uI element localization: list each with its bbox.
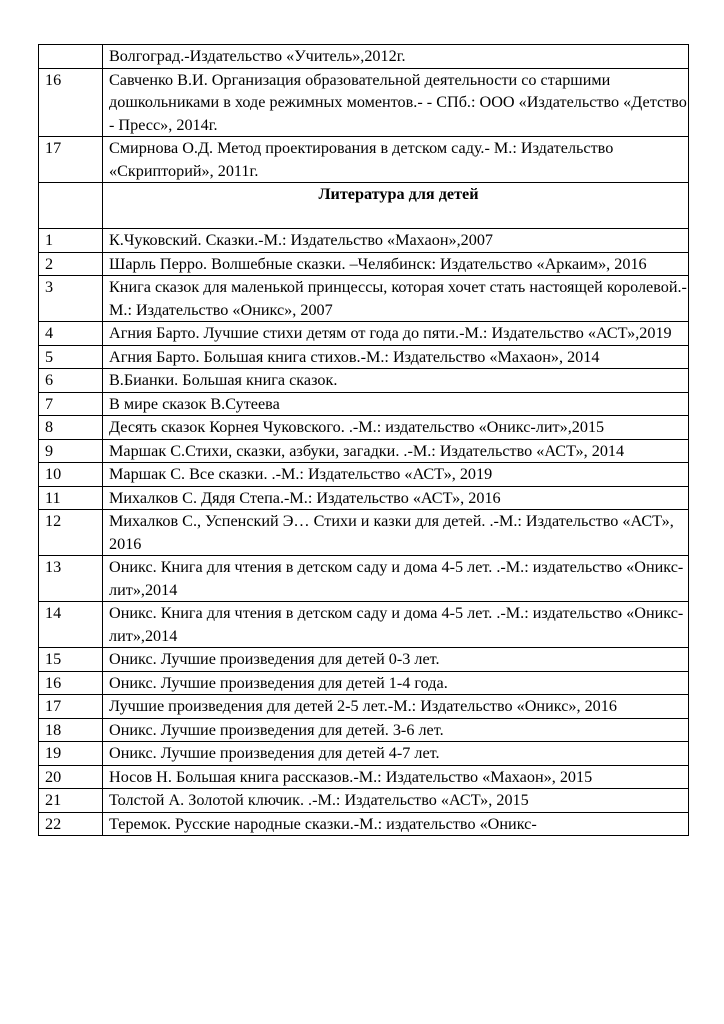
row-text: Лучшие произведения для детей 2-5 лет.-М.: Издательство «Оникс», 2016 — [103, 695, 689, 719]
row-number: 19 — [39, 742, 103, 766]
row-text: Книга сказок для маленькой принцессы, которая хочет стать настоящей королевой.-М.: Издательство «Оникс», 2007 — [103, 276, 689, 322]
row-text: Шарль Перро. Волшебные сказки. –Челябинск: Издательство «Аркаим», 2016 — [103, 252, 689, 276]
table-row — [39, 229, 689, 253]
row-number: 3 — [39, 276, 103, 322]
row-number: 18 — [39, 718, 103, 742]
row-text: Смирнова О.Д. Метод проектирования в детском саду.- М.: Издательство «Скрипторий», 2011г. — [103, 137, 689, 183]
section-header-row — [39, 183, 689, 229]
row-text: Оникс. Лучшие произведения для детей. 3-6 лет. — [103, 718, 689, 742]
row-number — [39, 45, 103, 69]
row-number: 6 — [39, 369, 103, 393]
row-number: 12 — [39, 510, 103, 556]
row-number: 20 — [39, 765, 103, 789]
table-row — [39, 322, 689, 346]
row-text: Маршак С.Стихи, сказки, азбуки, загадки. .-М.: Издательство «АСТ», 2014 — [103, 439, 689, 463]
row-number: 5 — [39, 345, 103, 369]
row-text: Оникс. Лучшие произведения для детей 1-4 года. — [103, 671, 689, 695]
table-row — [39, 789, 689, 813]
row-number: 16 — [39, 671, 103, 695]
row-number: 2 — [39, 252, 103, 276]
row-text: Оникс. Лучшие произведения для детей 0-3 лет. — [103, 648, 689, 672]
row-text: Десять сказок Корнея Чуковского. .-М.: издательство «Оникс-лит»,2015 — [103, 416, 689, 440]
table-row — [39, 718, 689, 742]
row-number: 22 — [39, 812, 103, 836]
table-row — [39, 556, 689, 602]
row-number: 13 — [39, 556, 103, 602]
row-number: 17 — [39, 137, 103, 183]
section-header-num-cell — [39, 183, 103, 229]
table-row — [39, 68, 689, 137]
table-row — [39, 510, 689, 556]
row-text: Маршак С. Все сказки. .-М.: Издательство «АСТ», 2019 — [103, 463, 689, 487]
row-text: Михалков С., Успенский Э… Стихи и казки для детей. .-М.: Издательство «АСТ», 2016 — [103, 510, 689, 556]
row-number: 1 — [39, 229, 103, 253]
row-number: 8 — [39, 416, 103, 440]
row-text: Теремок. Русские народные сказки.-М.: издательство «Оникс- — [103, 812, 689, 836]
row-text: К.Чуковский. Сказки.-М.: Издательство «Махаон»,2007 — [103, 229, 689, 253]
row-text: Агния Барто. Лучшие стихи детям от года до пяти.-М.: Издательство «АСТ»,2019 — [103, 322, 689, 346]
table-row — [39, 276, 689, 322]
table-row — [39, 812, 689, 836]
table-row — [39, 602, 689, 648]
row-text: Оникс. Книга для чтения в детском саду и дома 4-5 лет. .-М.: издательство «Оникс-лит»,2014 — [103, 556, 689, 602]
row-number: 16 — [39, 68, 103, 137]
bibliography-table-body — [39, 45, 689, 836]
row-text: Волгоград.-Издательство «Учитель»,2012г. — [103, 45, 689, 69]
table-row — [39, 416, 689, 440]
table-row — [39, 45, 689, 69]
row-number: 10 — [39, 463, 103, 487]
table-row — [39, 486, 689, 510]
row-text: В мире сказок В.Сутеева — [103, 392, 689, 416]
row-number: 17 — [39, 695, 103, 719]
table-row — [39, 439, 689, 463]
row-number: 21 — [39, 789, 103, 813]
row-number: 7 — [39, 392, 103, 416]
row-text: Савченко В.И. Организация образовательной деятельности со старшими дошкольниками в ходе режимных моментов.- - СПб.: ООО «Издательство «Детство - Пресс», 2014г. — [103, 68, 689, 137]
row-text: Михалков С. Дядя Степа.-М.: Издательство «АСТ», 2016 — [103, 486, 689, 510]
section-title: Литература для детей — [103, 183, 689, 229]
table-row — [39, 345, 689, 369]
row-text: Оникс. Книга для чтения в детском саду и дома 4-5 лет. .-М.: издательство «Оникс-лит»,2014 — [103, 602, 689, 648]
table-row — [39, 392, 689, 416]
row-number: 14 — [39, 602, 103, 648]
table-row — [39, 742, 689, 766]
table-row — [39, 695, 689, 719]
row-text: Агния Барто. Большая книга стихов.-М.: Издательство «Махаон», 2014 — [103, 345, 689, 369]
row-text: Носов Н. Большая книга рассказов.-М.: Издательство «Махаон», 2015 — [103, 765, 689, 789]
table-row — [39, 765, 689, 789]
row-number: 4 — [39, 322, 103, 346]
row-number: 11 — [39, 486, 103, 510]
row-text: В.Бианки. Большая книга сказок. — [103, 369, 689, 393]
row-text: Толстой А. Золотой ключик. .-М.: Издательство «АСТ», 2015 — [103, 789, 689, 813]
table-row — [39, 463, 689, 487]
row-number: 9 — [39, 439, 103, 463]
row-text: Оникс. Лучшие произведения для детей 4-7 лет. — [103, 742, 689, 766]
table-row — [39, 369, 689, 393]
table-row — [39, 137, 689, 183]
table-row — [39, 252, 689, 276]
row-number: 15 — [39, 648, 103, 672]
table-row — [39, 648, 689, 672]
bibliography-table — [38, 44, 689, 836]
table-row — [39, 671, 689, 695]
